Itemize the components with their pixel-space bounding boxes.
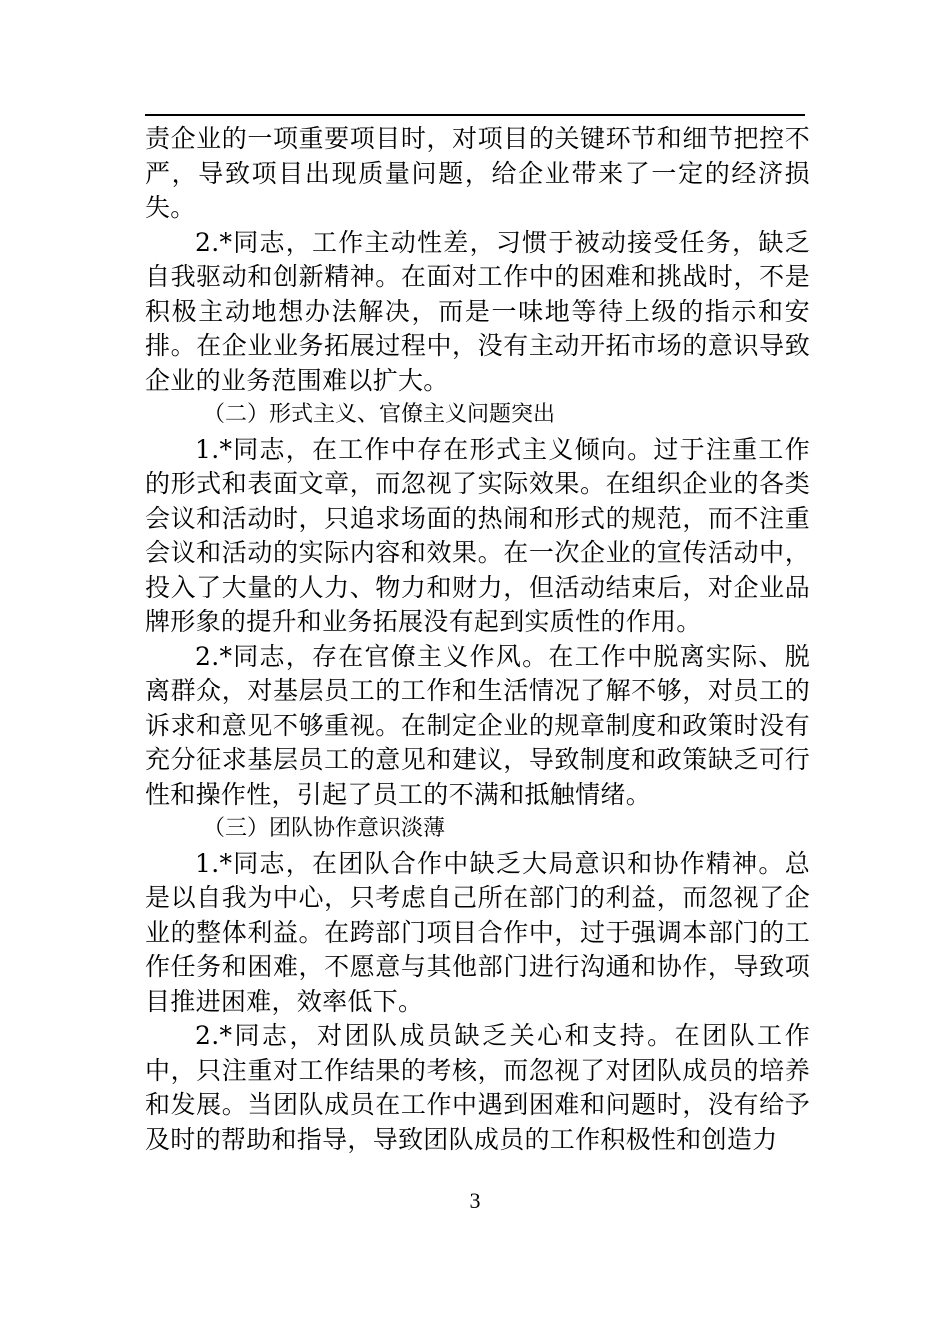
document-body (145, 122, 810, 1157)
paragraph-item: 2.*同志，存在官僚主义作风。在工作中脱离实际、脱离群众，对基层员工的工作和生活情况了解不够，对员工的诉求和意见不够重视。在制定企业的规章制度和政策时没有充分征求基层员工的意见和建议，导致制度和政策缺乏可行性和操作性，引起了员工的不满和抵触情绪。 (145, 641, 810, 809)
section-heading: （二）形式主义、官僚主义问题突出 (203, 402, 556, 427)
section-heading: （三）团队协作意识淡薄 (203, 816, 446, 841)
paragraph-item: 1.*同志，在工作中存在形式主义倾向。过于注重工作的形式和表面文章，而忽视了实际效果。在组织企业的各类会议和活动时，只追求场面的热闹和形式的规范，而不注重会议和活动的实际内容和效果。在一次企业的宣传活动中，投入了大量的人力、物力和财力，但活动结束后，对企业品牌形象的提升和业务拓展没有起到实质性的作用。 (145, 434, 810, 636)
paragraph-item: 2.*同志，对团队成员缺乏关心和支持。在团队工作中，只注重对工作结果的考核，而忽视了对团队成员的培养和发展。当团队成员在工作中遇到困难和问题时，没有给予及时的帮助和指导，导致团队成员的工作积极性和创造力 (145, 1021, 810, 1154)
header-rule (145, 114, 805, 116)
paragraph-item: 1.*同志，在团队合作中缺乏大局意识和协作精神。总是以自我为中心，只考虑自己所在部门的利益，而忽视了企业的整体利益。在跨部门项目合作中，过于强调本部门的工作任务和困难，不愿意与其他部门进行沟通和协作，导致项目推进困难，效率低下。 (145, 848, 810, 1016)
page-number: 3 (469, 1188, 481, 1213)
paragraph-item: 2.*同志，工作主动性差，习惯于被动接受任务，缺乏自我驱动和创新精神。在面对工作中的困难和挑战时，不是积极主动地想办法解决，而是一味地等待上级的指示和安排。在企业业务拓展过程中，没有主动开拓市场的意识导致企业的业务范围难以扩大。 (145, 227, 810, 395)
paragraph-continuation: 责企业的一项重要项目时，对项目的关键环节和细节把控不严，导致项目出现质量问题，给企业带来了一定的经济损失。 (145, 124, 810, 222)
